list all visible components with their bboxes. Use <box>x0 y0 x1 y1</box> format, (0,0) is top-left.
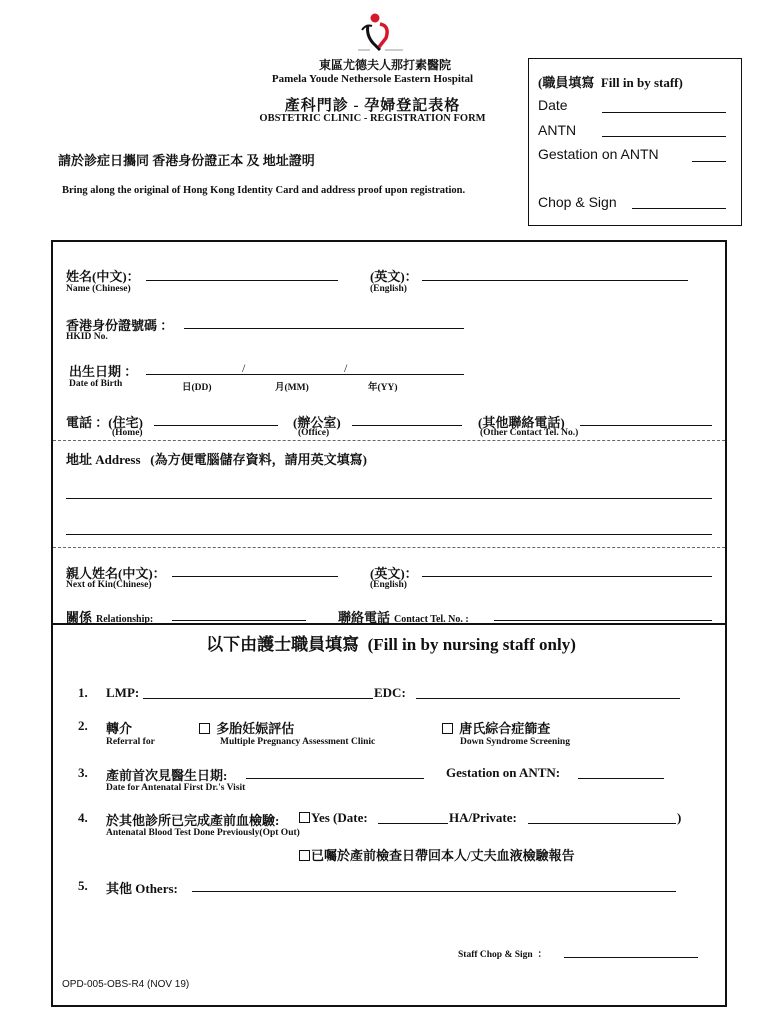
hospital-name-en: Pamela Youde Nethersole Eastern Hospital <box>271 73 474 85</box>
dob-slash-2: / <box>344 361 348 375</box>
dob-sublabel: Date of Birth <box>69 379 123 389</box>
kin-contact-field[interactable] <box>494 604 712 620</box>
first-visit-label: 產前首次見醫生日期: <box>106 768 228 783</box>
blood-test-date-field[interactable] <box>378 807 448 823</box>
dob-label: 出生日期 ： <box>69 364 138 379</box>
gestation-label: Gestation on ANTN: <box>446 765 561 780</box>
hkid-field[interactable] <box>184 312 464 328</box>
dob-mm-label: 月(MM) <box>275 383 309 393</box>
phone-office-sublabel: (Office) <box>298 428 330 438</box>
dob-month-field[interactable] <box>250 358 342 374</box>
edc-line <box>416 698 680 699</box>
blood-report-reminder: 已囑於產前檢查日帶回本人/丈夫血液檢驗報告 <box>299 845 575 864</box>
address-label: 地址 Address (為方便電腦儲存資料，請用英文填寫) <box>66 452 367 467</box>
relationship-label: 關係 Relationship: <box>66 610 154 625</box>
staff-date-field[interactable] <box>602 96 726 112</box>
hospital-name-cn: 東區尤德夫人那打素醫院 <box>318 58 451 72</box>
first-visit-field[interactable] <box>246 762 424 778</box>
blood-report-checkbox[interactable] <box>299 850 310 861</box>
item-2-number: 2. <box>78 718 88 733</box>
others-line <box>192 891 676 892</box>
item-5-number: 5. <box>78 878 88 893</box>
item-1-number: 1. <box>78 685 88 700</box>
blood-test-label-en: Antenatal Blood Test Done Previously(Opt Out) <box>106 828 300 838</box>
referral-option-multiple: 多胎妊娠評估 <box>199 718 294 737</box>
phone-office-line <box>352 425 462 426</box>
staff-chop-label: Chop & Sign <box>538 194 617 210</box>
phone-home-line <box>154 425 278 426</box>
item-4-number: 4. <box>78 810 88 825</box>
form-title-en: OBSTETRIC CLINIC - REGISTRATION FORM <box>259 113 486 124</box>
phone-other-field[interactable] <box>580 409 712 425</box>
phone-other-label: (其他聯絡電話) <box>478 415 565 430</box>
staff-date-line <box>602 112 726 113</box>
relationship-field[interactable] <box>172 604 306 620</box>
relationship-line <box>172 620 306 621</box>
staff-date-label: Date <box>538 97 568 113</box>
referral-label-cn: 轉介 <box>106 721 133 736</box>
staff-gestation-label: Gestation on ANTN <box>538 146 659 162</box>
staff-gestation-line <box>692 161 726 162</box>
name-en-label: (英文)： <box>370 269 418 284</box>
gestation-line <box>578 778 664 779</box>
item-3-number: 3. <box>78 765 88 780</box>
multiple-pregnancy-checkbox[interactable] <box>199 723 210 734</box>
dob-line <box>146 374 464 375</box>
nursing-section-divider <box>53 623 725 625</box>
kin-contact-label: 聯絡電話 Contact Tel. No. : <box>338 610 469 625</box>
name-en-line <box>422 280 688 281</box>
kin-name-cn-sublabel: Next of Kin(Chinese) <box>66 580 152 590</box>
dob-dd-label: 日(DD) <box>182 383 212 393</box>
others-label: 其他 Others: <box>106 881 178 896</box>
staff-chop-sign-label: Staff Chop & Sign ： <box>458 950 547 960</box>
ha-private-label: HA/Private: <box>449 810 517 825</box>
name-en-field[interactable] <box>422 264 688 280</box>
dob-year-field[interactable] <box>352 358 462 374</box>
staff-antn-field[interactable] <box>602 120 726 136</box>
blood-test-yes-checkbox[interactable] <box>299 812 310 823</box>
kin-name-en-label: (英文)： <box>370 566 418 581</box>
address-field-2[interactable] <box>66 518 712 534</box>
first-visit-line <box>246 778 424 779</box>
phone-home-field[interactable] <box>154 409 278 425</box>
kin-name-en-field[interactable] <box>422 560 712 576</box>
dob-slash-1: / <box>242 361 246 375</box>
address-field-1[interactable] <box>66 482 712 498</box>
hkid-sublabel: HKID No. <box>66 332 108 342</box>
blood-test-close-paren: ) <box>677 810 682 825</box>
referral-label-en: Referral for <box>106 737 155 747</box>
kin-name-en-line <box>422 576 712 577</box>
referral-option-multiple-en: Multiple Pregnancy Assessment Clinic <box>220 737 376 747</box>
staff-chop-sign-line <box>564 957 698 958</box>
phone-office-label: (辦公室) <box>293 415 341 430</box>
referral-option-down-en: Down Syndrome Screening <box>460 737 570 747</box>
separator-dashed <box>53 547 725 548</box>
dob-day-field[interactable] <box>146 358 240 374</box>
hkid-line <box>184 328 464 329</box>
phone-other-line <box>580 425 712 426</box>
lmp-line <box>143 698 373 699</box>
ha-private-line <box>528 823 676 824</box>
kin-name-cn-field[interactable] <box>172 560 338 576</box>
separator-dashed <box>53 440 725 441</box>
staff-chop-sign-field[interactable] <box>564 941 698 957</box>
staff-antn-label: ANTN <box>538 122 577 138</box>
referral-option-down: 唐氏綜合症篩查 <box>442 718 550 737</box>
phone-other-sublabel: (Other Contact Tel. No.) <box>480 428 579 438</box>
staff-box-heading: (職員填寫 Fill in by staff) <box>538 75 683 90</box>
phone-home-label: 電話 ：(住宅) <box>66 415 143 430</box>
others-field[interactable] <box>192 875 676 891</box>
gestation-field[interactable] <box>578 762 664 778</box>
staff-chop-field[interactable] <box>632 192 726 208</box>
edc-label: EDC: <box>374 685 406 700</box>
name-en-sublabel: (English) <box>370 284 407 294</box>
nursing-heading: 以下由護士職員填寫 (Fill in by nursing staff only) <box>206 635 576 654</box>
instruction-cn: 請於診症日攜同 香港身份證正本 及 地址證明 <box>58 153 315 168</box>
name-cn-sublabel: Name (Chinese) <box>66 284 131 294</box>
phone-home-sublabel: (Home) <box>112 428 143 438</box>
blood-test-date-line <box>378 823 448 824</box>
name-cn-field[interactable] <box>146 264 338 280</box>
blood-test-yes: Yes (Date: <box>299 810 368 826</box>
name-cn-label: 姓名(中文)： <box>66 269 140 284</box>
ha-private-field[interactable] <box>528 807 676 823</box>
instruction-en: Bring along the original of Hong Kong Identity Card and address proof upon registration. <box>62 185 466 196</box>
phone-office-field[interactable] <box>352 409 462 425</box>
staff-chop-line <box>632 208 726 209</box>
first-visit-label-en: Date for Antenatal First Dr.'s Visit <box>106 783 246 793</box>
form-title-cn: 產科門診 - 孕婦登記表格 <box>284 98 461 114</box>
blood-test-label: 於其他診所已完成產前血檢驗: <box>106 813 280 828</box>
hkid-label: 香港身份證號碼 ： <box>66 318 174 333</box>
hospital-logo <box>355 12 407 54</box>
address-line-1 <box>66 498 712 499</box>
name-cn-line <box>146 280 338 281</box>
kin-name-cn-label: 親人姓名(中文)： <box>66 566 166 581</box>
dob-yy-label: 年(YY) <box>368 383 398 393</box>
kin-name-en-sublabel: (English) <box>370 580 407 590</box>
kin-contact-line <box>494 620 712 621</box>
staff-antn-line <box>602 136 726 137</box>
address-line-2 <box>66 534 712 535</box>
edc-field[interactable] <box>416 682 680 698</box>
down-syndrome-checkbox[interactable] <box>442 723 453 734</box>
staff-gestation-field[interactable] <box>692 145 726 161</box>
form-code: OPD-005-OBS-R4 (NOV 19) <box>62 979 190 990</box>
kin-name-cn-line <box>172 576 338 577</box>
lmp-field[interactable] <box>143 682 373 698</box>
lmp-label: LMP: <box>106 685 140 700</box>
